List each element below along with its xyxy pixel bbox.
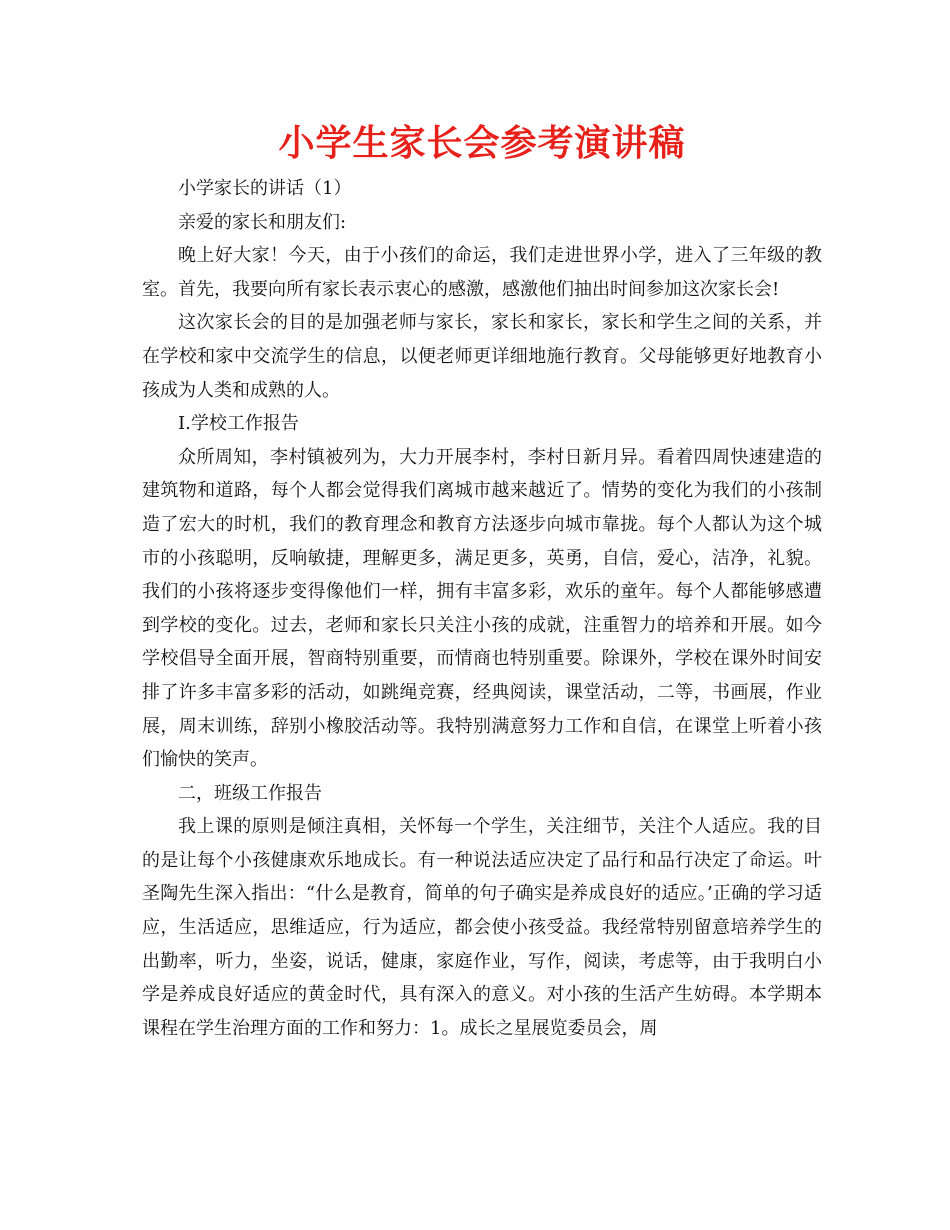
paragraph-speech-heading: 小学家长的讲话（1） — [178, 178, 352, 199]
document-title: 小学生家长会参考演讲稿 — [278, 123, 686, 164]
section-heading-school-report: I.学校工作报告 — [178, 413, 299, 435]
paragraph-salutation: 亲爱的家长和朋友们: — [178, 211, 347, 233]
paragraph-class-report: 我上课的原则是倾注真相，关怀每一个学生，关注细节，关注个人适应。我的目的是让每个小孩健康欢乐地成长。有一种说法适应决定了品行和品行决定了命运。叶圣陶先生深入指出：“什么是教育，简单的句子确实是养成良好的适应。’正确的学习适应，生活适应，思维适应，行为适应，都会使小孩受益。我经常特别留意培养学生的出勤率，听力，坐姿，说话，健康，家庭作业，写作，阅读，考虑等，由于我明白小学是养成良好适应的黄金时代，具有深入的意义。对小孩的生活产生妨碍。本学期本课程在学生治理方面的工作和努力：1。成长之星展览委员会，周 — [142, 816, 822, 1039]
document-page — [142, 118, 822, 1045]
paragraph-greeting: 晚上好大家！今天，由于小孩们的命运，我们走进世界小学，进入了三年级的教室。首先，我要向所有家长表示衷心的感激，感激他们抽出时间参加这次家长会! — [142, 245, 822, 300]
section-heading-class-report: 二，班级工作报告 — [178, 782, 322, 804]
paragraph-purpose: 这次家长会的目的是加强老师与家长，家长和家长，家长和学生之间的关系，并在学校和家中交流学生的信息，以便老师更详细地施行教育。父母能够更好地教育小孩成为人类和成熟的人。 — [142, 312, 822, 401]
paragraph-school-report: 众所周知，李村镇被列为，大力开展李村，李村日新月异。看着四周快速建造的建筑物和道路，每个人都会觉得我们离城市越来越近了。情势的变化为我们的小孩制造了宏大的时机，我们的教育理念和教育方法逐步向城市靠拢。每个人都认为这个城市的小孩聪明，反响敏捷，理解更多，满足更多，英勇，自信，爱心，洁净，礼貌。我们的小孩将逐步变得像他们一样，拥有丰富多彩，欢乐的童年。每个人都能够感遭到学校的变化。过去，老师和家长只关注小孩的成就，注重智力的培养和开展。如今学校倡导全面开展，智商特别重要，而情商也特别重要。除课外，学校在课外时间安排了许多丰富多彩的活动，如跳绳竞赛，经典阅读，课堂活动，二等，书画展，作业展，周末训练，辞别小橡胶活动等。我特别满意努力工作和自信，在课堂上听着小孩们愉快的笑声。 — [142, 446, 822, 771]
